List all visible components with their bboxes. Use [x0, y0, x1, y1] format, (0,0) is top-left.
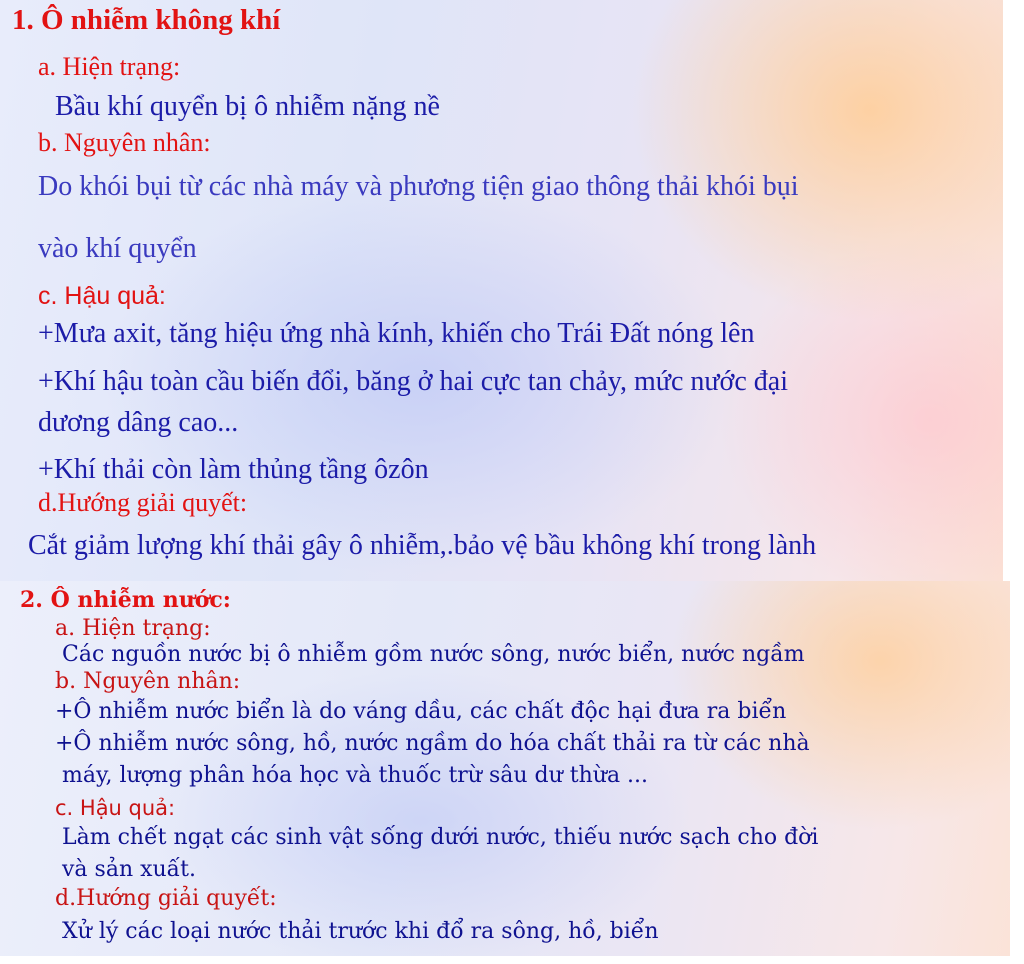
- section-2-b-item2-line1: +Ô nhiễm nước sông, hồ, nước ngầm do hóa chất thải ra từ các nhà: [55, 731, 810, 756]
- section-2-b-item2-line2: máy, lượng phân hóa học và thuốc trừ sâu dư thừa ...: [62, 763, 649, 788]
- section-1-d-text: Cắt giảm lượng khí thải gây ô nhiễm,.bảo vệ bầu không khí trong lành: [28, 530, 817, 561]
- section-1-b-text-line1: Do khói bụi từ các nhà máy và phương tiện giao thông thải khói bụi: [38, 171, 799, 202]
- section-2-a-text: Các nguồn nước bị ô nhiễm gồm nước sông, nước biển, nước ngầm: [62, 642, 805, 667]
- section-1-c-item2-line2: dương dâng cao...: [38, 407, 239, 438]
- section-1-a-text: Bầu khí quyển bị ô nhiễm nặng nề: [55, 91, 440, 122]
- section-2-a-heading: a. Hiện trạng:: [55, 616, 211, 641]
- section-1-b-text-line2: vào khí quyển: [38, 233, 197, 264]
- section-1-c-item2-line1: +Khí hậu toàn cầu biến đổi, băng ở hai cực tan chảy, mức nước đại: [38, 366, 788, 397]
- slide-water-pollution: [0, 581, 1010, 956]
- section-1-b-heading: b. Nguyên nhân:: [38, 128, 211, 157]
- section-2-d-heading: d.Hướng giải quyết:: [55, 886, 277, 911]
- section-1-c-heading: c. Hậu quả:: [38, 282, 166, 310]
- section-1-title: 1. Ô nhiễm không khí: [12, 4, 281, 36]
- section-2-title: 2. Ô nhiễm nước:: [20, 587, 231, 613]
- section-1-c-item1: +Mưa axit, tăng hiệu ứng nhà kính, khiến cho Trái Đất nóng lên: [38, 318, 755, 349]
- section-1-a-heading: a. Hiện trạng:: [38, 52, 181, 81]
- section-2-c-text-line1: Làm chết ngạt các sinh vật sống dưới nước, thiếu nước sạch cho đời: [62, 825, 819, 850]
- section-2-b-item1: +Ô nhiễm nước biển là do váng dầu, các chất độc hại đưa ra biển: [55, 699, 787, 724]
- section-1-d-heading: d.Hướng giải quyết:: [38, 488, 248, 517]
- section-1-c-item3: +Khí thải còn làm thủng tầng ôzôn: [38, 454, 429, 485]
- section-2-c-text-line2: và sản xuất.: [62, 857, 196, 882]
- section-2-b-heading: b. Nguyên nhân:: [55, 669, 241, 694]
- section-2-c-heading: c. Hậu quả:: [55, 796, 176, 820]
- section-2-d-text: Xử lý các loại nước thải trước khi đổ ra sông, hồ, biển: [62, 919, 659, 944]
